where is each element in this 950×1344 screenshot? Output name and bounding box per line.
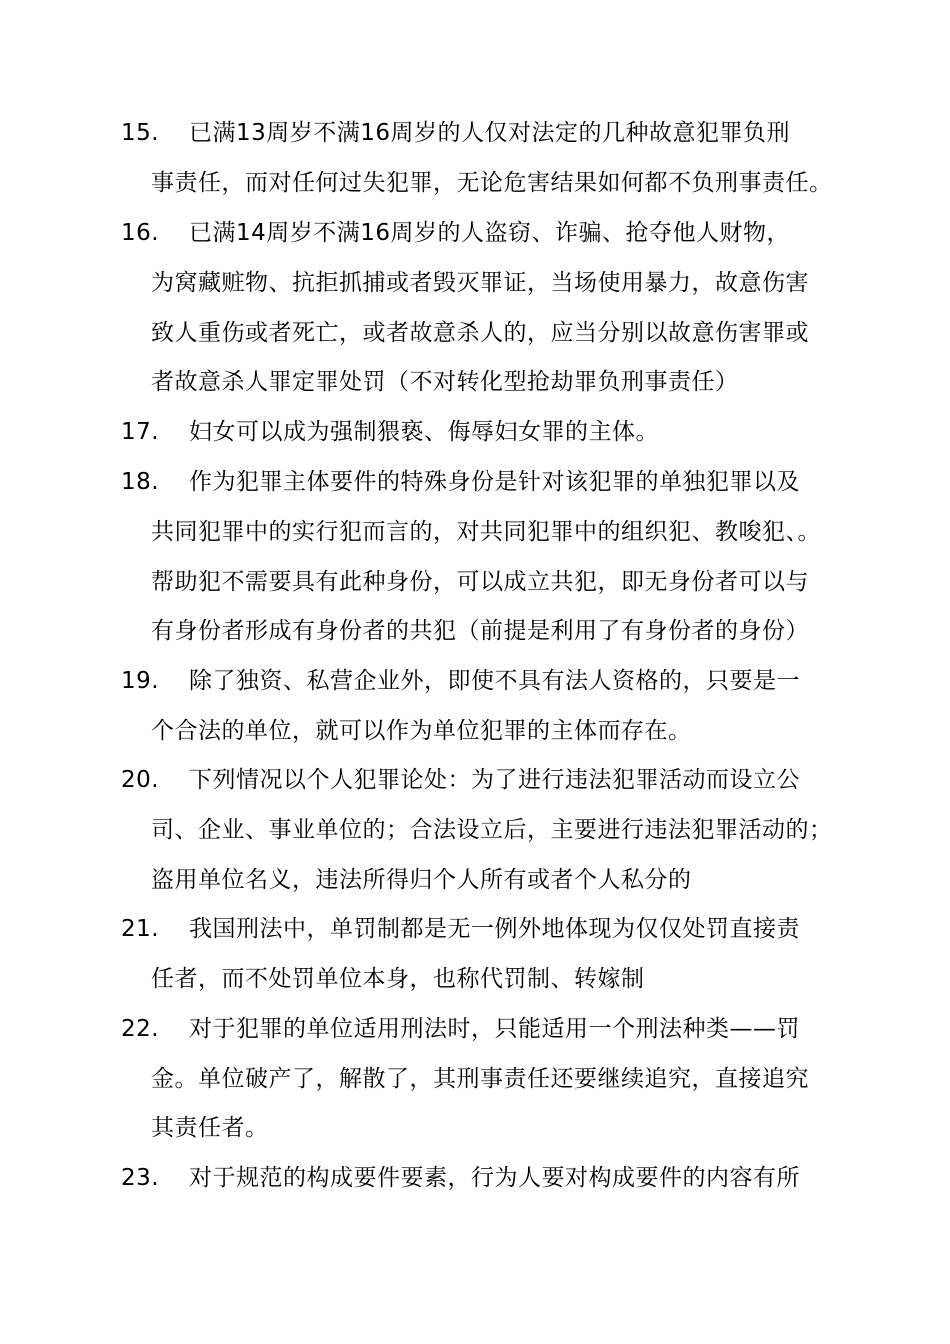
item-number: 18. — [121, 469, 160, 495]
item-text-line: 已满13周岁不满16周岁的人仅对法定的几种故意犯罪负刑 — [189, 120, 791, 146]
item-text-line: 司、企业、事业单位的；合法设立后，主要进行违法犯罪活动的； — [151, 817, 833, 843]
item-text-line: 盗用单位名义，违法所得归个人所有或者个人私分的 — [151, 867, 692, 893]
item-text-line: 有身份者形成有身份者的共犯（前提是利用了有身份者的身份） — [151, 618, 809, 644]
item-text-line: 对于犯罪的单位适用刑法时，只能适用一个刑法种类——罚 — [189, 1016, 800, 1042]
item-text-line: 事责任，而对任何过失犯罪，无论危害结果如何都不负刑事责任。 — [151, 170, 833, 196]
item-text-line: 者故意杀人罪定罪处罚（不对转化型抢劫罪负刑事责任） — [151, 369, 739, 395]
item-text-line: 我国刑法中，单罚制都是无一例外地体现为仅仅处罚直接责 — [189, 916, 800, 942]
item-text-line: 其责任者。 — [151, 1115, 269, 1141]
item-number: 22. — [121, 1016, 160, 1042]
item-text-line: 除了独资、私营企业外，即使不具有法人资格的，只要是一 — [189, 668, 800, 694]
item-text-line: 作为犯罪主体要件的特殊身份是针对该犯罪的单独犯罪以及 — [189, 469, 800, 495]
item-number: 20. — [121, 767, 160, 793]
item-text-line: 对于规范的构成要件要素，行为人要对构成要件的内容有所 — [189, 1165, 800, 1191]
item-number: 23. — [121, 1165, 160, 1191]
item-text-line: 下列情况以个人犯罪论处：为了进行违法犯罪活动而设立公 — [189, 767, 800, 793]
item-number: 17. — [121, 419, 160, 445]
item-text-line: 金。单位破产了，解散了，其刑事责任还要继续追究，直接追究 — [151, 1066, 809, 1092]
item-number: 21. — [121, 916, 160, 942]
item-number: 19. — [121, 668, 160, 694]
item-text-line: 妇女可以成为强制猥亵、侮辱妇女罪的主体。 — [189, 419, 659, 445]
item-text-line: 帮助犯不需要具有此种身份，可以成立共犯，即无身份者可以与 — [151, 569, 809, 595]
item-text-line: 已满14周岁不满16周岁的人盗窃、诈骗、抢夺他人财物， — [189, 220, 791, 246]
item-text-line: 个合法的单位，就可以作为单位犯罪的主体而存在。 — [151, 718, 692, 744]
item-number: 15. — [121, 120, 160, 146]
item-text-line: 任者，而不处罚单位本身，也称代罚制、转嫁制 — [151, 966, 645, 992]
item-text-line: 致人重伤或者死亡，或者故意杀人的，应当分别以故意伤害罪或 — [151, 320, 809, 346]
item-text-line: 共同犯罪中的实行犯而言的，对共同犯罪中的组织犯、教唆犯、。 — [151, 519, 821, 545]
item-text-line: 为窝藏赃物、抗拒抓捕或者毁灭罪证，当场使用暴力，故意伤害 — [151, 270, 809, 296]
item-number: 16. — [121, 220, 160, 246]
